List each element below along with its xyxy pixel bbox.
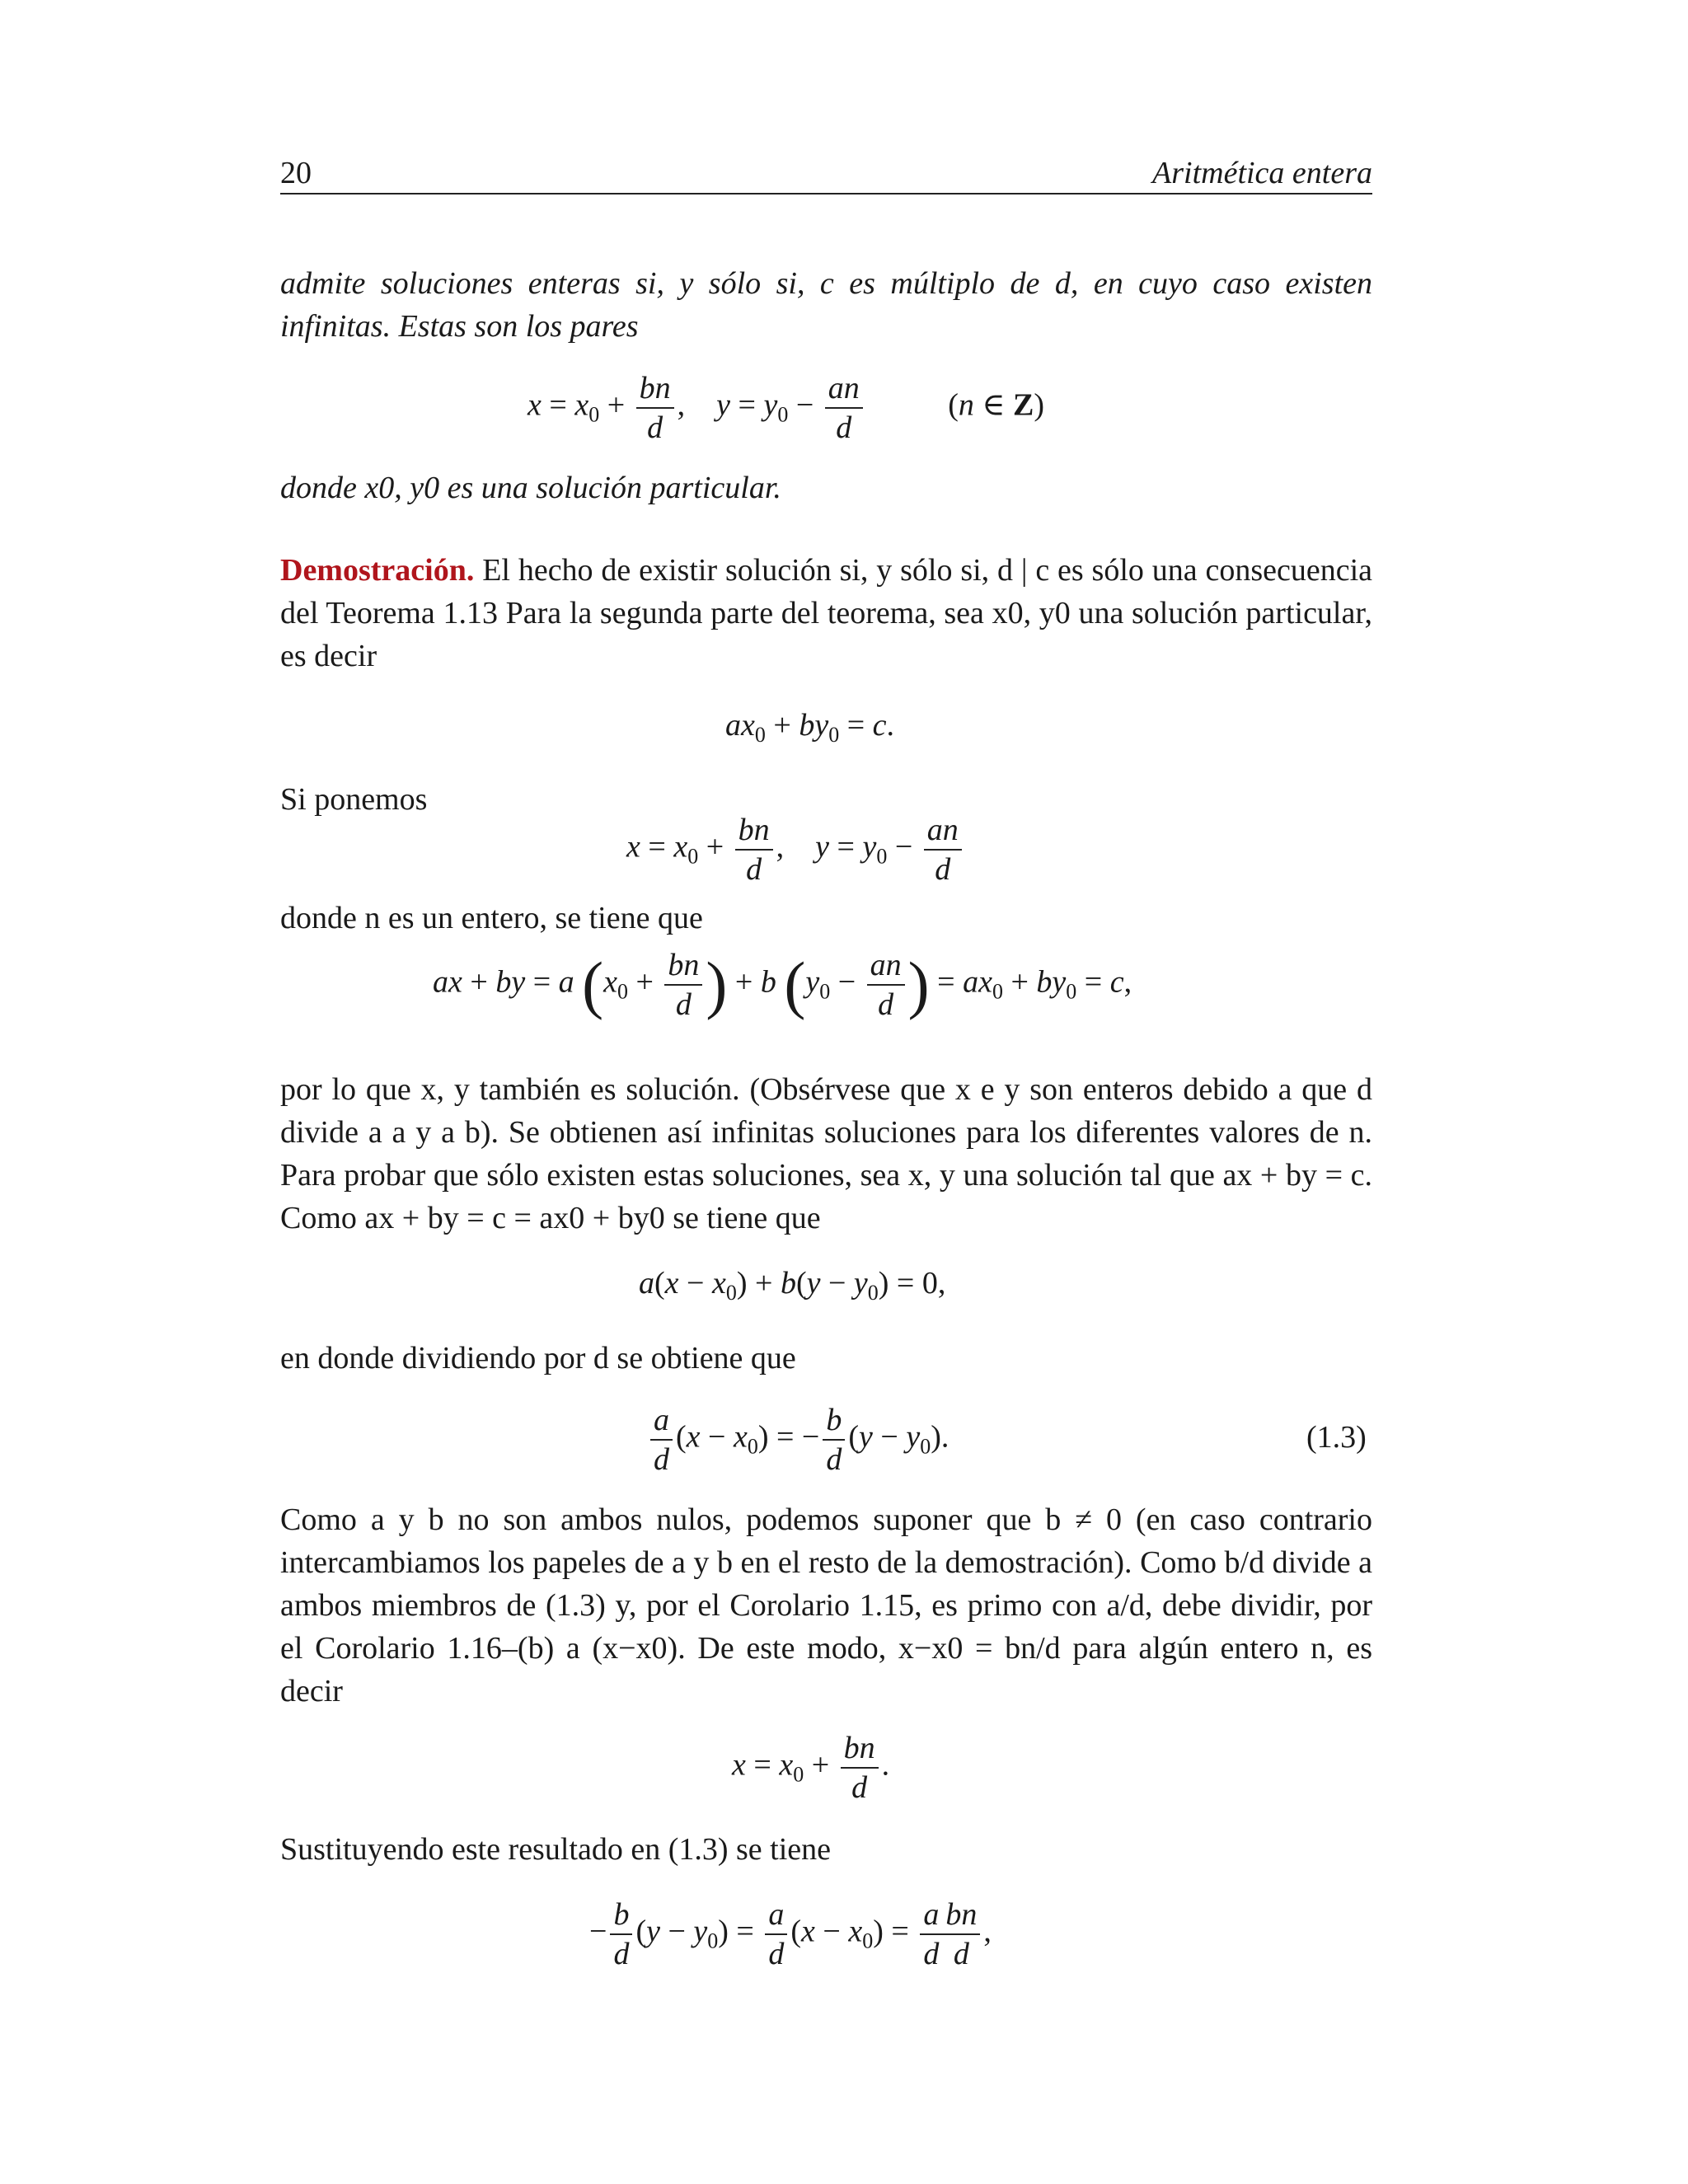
- proof-paragraph-5: en donde dividiendo por d se obtiene que: [280, 1341, 796, 1376]
- equation-final: − $\frac{b}{d}$ $(y - y_0)$ = $\frac{a}{d}$ $(x - x_0)$ = $\frac{a}{d}$ $\frac{bn}{d}$ ,: [589, 1897, 992, 1971]
- proof-paragraph-6: Como a y b no son ambos nulos, podemos suponer que b ≠ 0 (en caso contrario intercambiamos los papeles de a y b en el resto de la demostración). Como b/d divide a ambos miembros de (1.3) y, por el Corolario 1.15, es primo con a/d, debe dividir, por el Corolario 1.16–(b) a (x−x0). De este modo, x−x0 = bn/d para algún entero n, es decir: [280, 1502, 1372, 1708]
- equation-solution-pairs: $x = x_0$ + $\frac{bn}{d}$ , $y = y_0$ − $\frac{an}{d}$ (n ∈ Z): [528, 371, 1045, 445]
- running-title: Aritmética entera: [1152, 156, 1372, 190]
- proof-paragraph-3: donde n es un entero, se tiene que: [280, 901, 703, 935]
- equation-verification: ax + by = a ($x_0$ + $\frac{bn}{d}$ ) + b ($y_0$ − $\frac{an}{d}$ ) = $ax_0 + by_0 = c$,: [433, 948, 1132, 1022]
- theorem-text: admite soluciones enteras si, y sólo si, c es múltiplo de d, en cuyo caso existen infinitas. Estas son los pares: [280, 266, 1372, 344]
- proof-paragraph-1: [280, 549, 1372, 677]
- equation-substitution: $x = x_0$ + $\frac{bn}{d}$ , $y = y_0$ − $\frac{an}{d}$: [626, 811, 965, 888]
- equation-particular: $ax_0 + by_0 = c$.: [725, 708, 894, 747]
- equation-1-3: $\frac{a}{d}$ $(x - x_0)$ = − $\frac{b}{d}$ $(y - y_0)$.: [647, 1401, 949, 1479]
- proof-label: Demostración.: [280, 553, 475, 588]
- running-header: [280, 155, 1372, 194]
- theorem-particular-solution: donde x0, y0 es una solución particular.: [280, 471, 781, 505]
- proof-paragraph-2: Si ponemos: [280, 782, 428, 817]
- page-number: 20: [280, 156, 312, 190]
- proof-paragraph-7: Sustituyendo este resultado en (1.3) se tiene: [280, 1832, 832, 1867]
- equation-difference: $a(x - x_0) + b(y - y_0) = 0$,: [639, 1266, 946, 1305]
- proof-paragraph-4: por lo que x, y también es solución. (Obsérvese que x e y son enteros debido a que d divide a a y a b). Se obtienen así infinitas soluciones para los diferentes valores de n. Para probar que sólo existen estas soluciones, sea x, y una solución tal que ax + by = c. Como ax + by = c = ax0 + by0 se tiene que: [280, 1072, 1372, 1235]
- equation-number: (1.3): [1306, 1420, 1367, 1455]
- proof-text-1: El hecho de existir solución si, y sólo si, d | c es sólo una consecuencia del Teorema 1.13 Para la segunda parte del teorema, sea x0, y0 una solución particular, es decir: [280, 553, 1373, 673]
- equation-x-general: $x = x_0$ + $\frac{bn}{d}$ .: [732, 1731, 890, 1805]
